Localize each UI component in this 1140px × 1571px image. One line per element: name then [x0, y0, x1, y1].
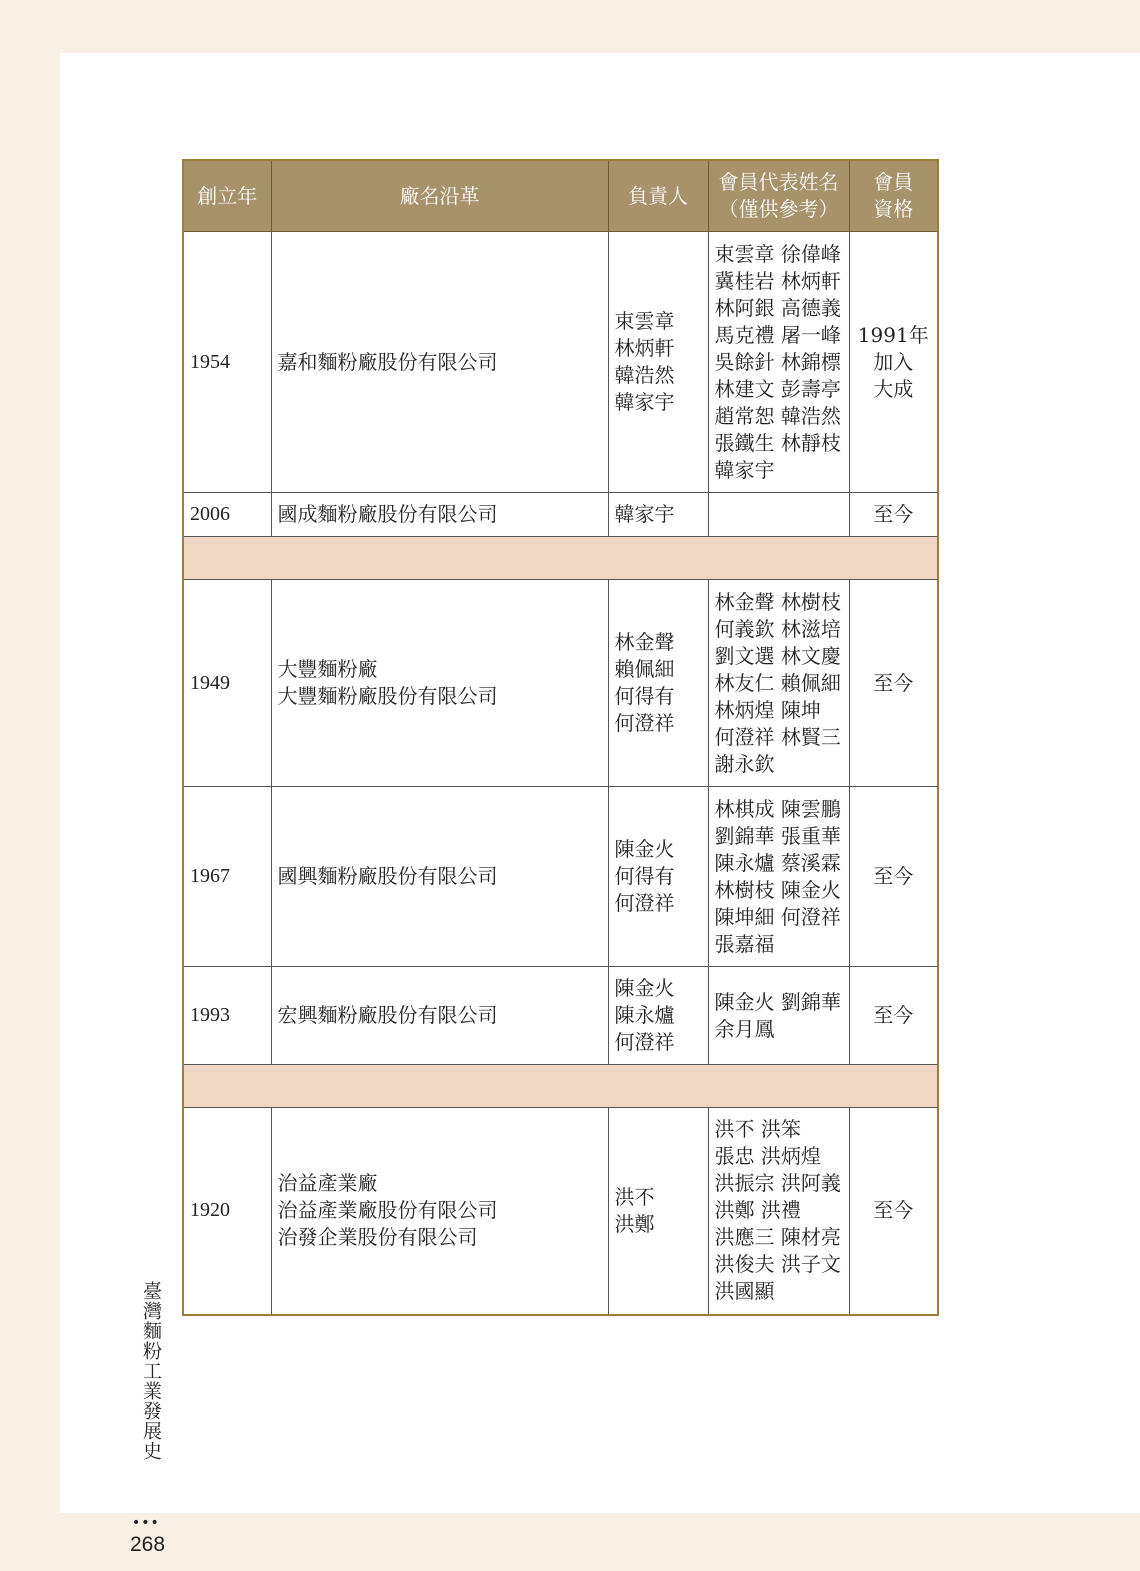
table-header-row	[183, 160, 938, 232]
cell-owners	[608, 580, 708, 787]
cell-company	[271, 580, 608, 787]
owner-name: 洪不	[614, 1184, 655, 1209]
rep-line: 劉文選 林文慶	[714, 643, 841, 668]
company-name: 宏興麵粉廠股份有限公司	[277, 1003, 498, 1027]
rep-line: 林棋成 陳雲鵬	[714, 796, 841, 821]
company-name: 嘉和麵粉廠股份有限公司	[277, 349, 498, 374]
owner-name: 束雲章	[614, 309, 675, 333]
cell-company	[271, 232, 608, 493]
owner-name: 何澄祥	[614, 1030, 675, 1054]
company-name: 治益產業廠股份有限公司	[277, 1198, 498, 1223]
rep-line: 馬克禮 屠一峰	[714, 322, 841, 347]
rep-line: 束雲章 徐偉峰	[714, 241, 841, 266]
cell-owners	[608, 232, 708, 493]
owner-name: 何得有	[614, 864, 675, 888]
company-name: 國興麵粉廠股份有限公司	[277, 864, 498, 888]
owner-name: 韓家宇	[614, 502, 675, 526]
cell-year: 1920	[183, 1108, 271, 1315]
rep-line: 張鐵生 林靜枝	[714, 430, 841, 455]
cell-reps	[708, 232, 849, 493]
rep-line: 林阿銀 高德義	[714, 295, 841, 320]
header-reps	[708, 160, 849, 232]
table-row	[183, 787, 938, 967]
rep-line: 林金聲 林樹枝	[714, 589, 841, 614]
rep-line: 林樹枝 陳金火	[714, 877, 841, 902]
owner-name: 賴佩細	[614, 657, 675, 681]
page-number: 268	[130, 1533, 166, 1556]
owner-name: 陳金火	[614, 837, 675, 861]
header-company: 廠名沿革	[271, 160, 608, 232]
rep-line: 洪不 洪笨	[714, 1117, 801, 1142]
status-line: 至今	[873, 1198, 914, 1223]
rep-line: 余月鳳	[714, 1016, 775, 1041]
cell-owners	[608, 787, 708, 967]
cell-status	[849, 580, 938, 787]
rep-line: 張嘉福	[714, 931, 775, 956]
rep-line: 張忠 洪炳煌	[714, 1144, 821, 1169]
header-status-line2: 資格	[873, 197, 914, 221]
cell-year: 2006	[183, 493, 271, 537]
owner-name: 陳永爐	[614, 1003, 675, 1027]
header-owner: 負責人	[608, 160, 708, 232]
company-name: 治益產業廠	[277, 1171, 378, 1196]
rep-line: 韓家宇	[714, 457, 775, 482]
cell-status	[849, 232, 938, 493]
table-row	[183, 580, 938, 787]
cell-owners	[608, 1108, 708, 1315]
cell-status	[849, 967, 938, 1065]
table-row	[183, 493, 938, 537]
status-line: 至今	[873, 1003, 914, 1027]
rep-line: 林炳煌 陳坤	[714, 697, 821, 722]
cell-company	[271, 1108, 608, 1315]
cell-reps	[708, 1108, 849, 1315]
rep-line: 洪振宗 洪阿義	[714, 1171, 841, 1196]
owner-name: 韓家宇	[614, 390, 675, 414]
status-line: 至今	[873, 502, 914, 526]
rep-line: 陳坤細 何澄祥	[714, 904, 841, 929]
cell-year: 1954	[183, 232, 271, 493]
cell-year: 1949	[183, 580, 271, 787]
rep-line: 吳餘針 林錦標	[714, 349, 841, 374]
member-table	[182, 159, 939, 1316]
cell-status	[849, 787, 938, 967]
status-line: 至今	[873, 670, 914, 695]
owner-name: 何澄祥	[614, 711, 675, 735]
owner-name: 何澄祥	[614, 891, 675, 915]
header-year: 創立年	[183, 160, 271, 232]
rep-line: 冀桂岩 林炳軒	[714, 268, 841, 293]
status-line: 大成	[873, 376, 914, 401]
owner-name: 洪鄭	[614, 1211, 655, 1236]
owner-name: 陳金火	[614, 976, 675, 1000]
rep-line: 洪應三 陳材亮	[714, 1225, 841, 1250]
cell-owners	[608, 967, 708, 1065]
table-row	[183, 967, 938, 1065]
company-name: 治發企業股份有限公司	[277, 1225, 478, 1250]
status-line: 至今	[873, 864, 914, 888]
table-row	[183, 1108, 938, 1315]
book-title: 臺灣麵粉工業發展史	[140, 1281, 162, 1461]
page	[60, 53, 1140, 1556]
cell-reps	[708, 493, 849, 537]
company-name: 大豐麵粉廠	[277, 657, 378, 681]
status-line: 1991年	[857, 322, 929, 347]
cell-company	[271, 787, 608, 967]
cell-company	[271, 967, 608, 1065]
page-dots: •••	[132, 1515, 160, 1531]
header-reps-line1: 會員代表姓名	[718, 170, 839, 194]
cell-company	[271, 493, 608, 537]
rep-line: 林建文 彭壽亭	[714, 376, 841, 401]
cell-reps	[708, 787, 849, 967]
company-name: 國成麵粉廠股份有限公司	[277, 502, 498, 526]
rep-line: 陳永爐 蔡溪霖	[714, 850, 841, 875]
rep-line: 洪國顯	[714, 1279, 775, 1304]
header-status-line1: 會員	[873, 170, 914, 194]
table-row	[183, 232, 938, 493]
header-reps-line2: （僅供參考）	[718, 197, 839, 221]
owner-name: 林炳軒	[614, 336, 675, 360]
group-separator	[183, 537, 938, 580]
cell-status	[849, 1108, 938, 1315]
status-line: 加入	[873, 349, 914, 374]
group-separator	[183, 1065, 938, 1108]
cell-reps	[708, 967, 849, 1065]
cell-reps	[708, 580, 849, 787]
owner-name: 韓浩然	[614, 363, 675, 387]
cell-year: 1993	[183, 967, 271, 1065]
owner-name: 林金聲	[614, 630, 675, 654]
rep-line: 陳金火 劉錦華	[714, 989, 841, 1014]
rep-line: 洪鄭 洪禮	[714, 1198, 801, 1223]
cell-status	[849, 493, 938, 537]
owner-name: 何得有	[614, 684, 675, 708]
cell-year: 1967	[183, 787, 271, 967]
rep-line: 何澄祥 林賢三	[714, 724, 841, 749]
cell-owners	[608, 493, 708, 537]
rep-line: 劉錦華 張重華	[714, 823, 841, 848]
rep-line: 何義欽 林滋培	[714, 616, 841, 641]
rep-line: 林友仁 賴佩細	[714, 670, 841, 695]
company-name: 大豐麵粉廠股份有限公司	[277, 684, 498, 708]
rep-line: 趙常恕 韓浩然	[714, 403, 841, 428]
header-status	[849, 160, 938, 232]
rep-line: 謝永欽	[714, 751, 775, 776]
rep-line: 洪俊夫 洪子文	[714, 1252, 841, 1277]
